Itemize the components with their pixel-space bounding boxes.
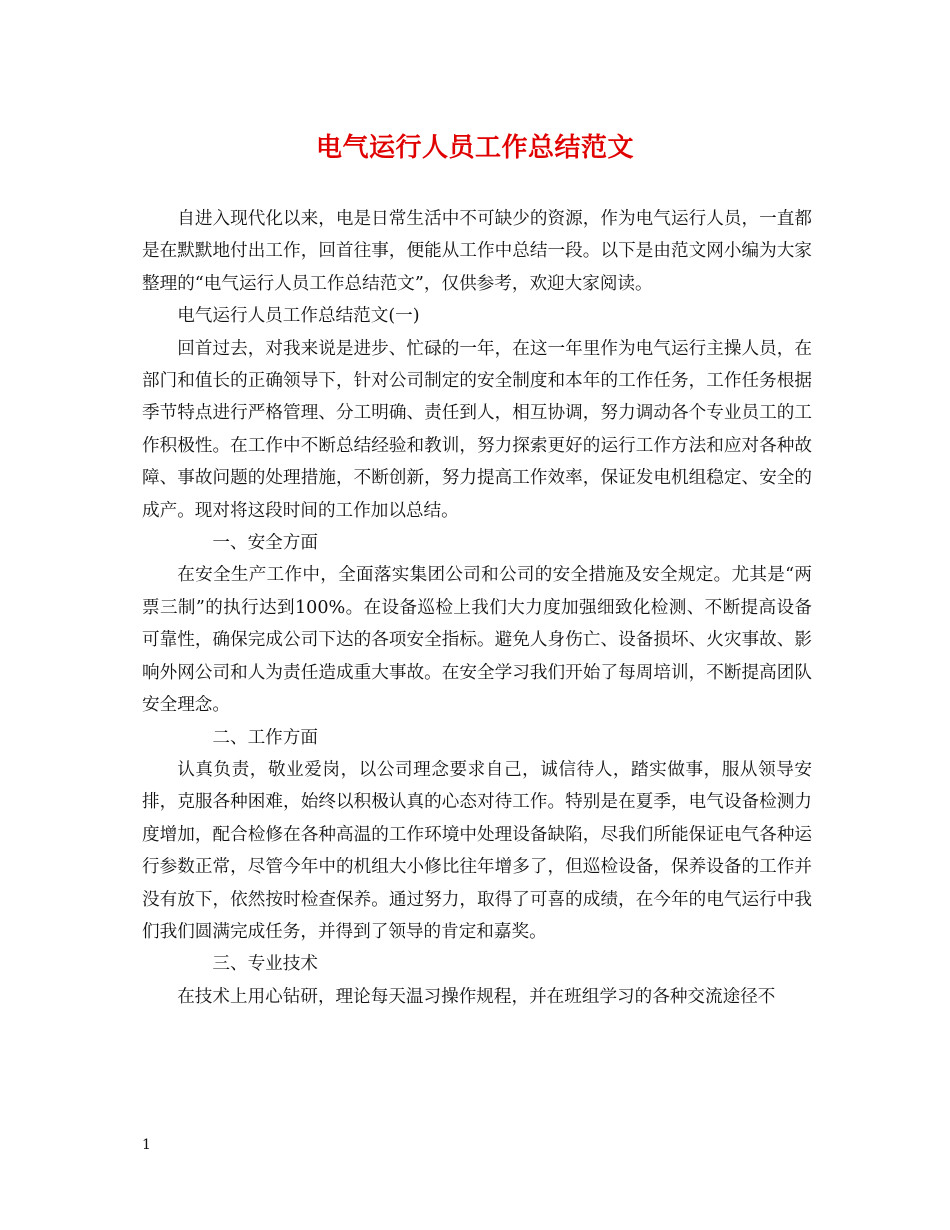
intro-paragraph: 自进入现代化以来，电是日常生活中不可缺少的资源，作为电气运行人员，一直都是在默默地付出工作，回首往事，便能从工作中总结一段。以下是由范文网小编为大家整理的“电气运行人员工作总结范文”，仅供参考，欢迎大家阅读。 bbox=[142, 209, 812, 294]
section-paragraph-safety: 在安全生产工作中，全面落实集团公司和公司的安全措施及安全规定。尤其是“两票三制”的执行达到100%。在设备巡检上我们大力度加强细致化检测、不断提高设备可靠性，确保完成公司下达的各项安全指标。避免人身伤亡、设备损坏、火灾事故、影响外网公司和人为责任造成重大事故。在安全学习我们开始了每周培训，不断提高团队安全理念。 bbox=[142, 565, 812, 716]
document-title: 电气运行人员工作总结范文 bbox=[315, 133, 634, 163]
section-paragraph-work: 认真负责，敬业爱岗，以公司理念要求自己，诚信待人，踏实做事，服从领导安排，克服各种困难，始终以积极认真的心态对待工作。特别是在夏季，电气设备检测力度增加，配合检修在各种高温的工作环境中处理设备缺陷，尽我们所能保证电气各种运行参数正常，尽管今年中的机组大小修比往年增多了，但巡检设备，保养设备的工作并没有放下，依然按时检查保养。通过努力，取得了可喜的成绩，在今年的电气运行中我们我们圆满完成任务，并得到了领导的肯定和嘉奖。 bbox=[142, 759, 812, 942]
section-heading-work bbox=[142, 722, 812, 754]
document-body bbox=[142, 203, 812, 1013]
section-heading-text: 工作方面 bbox=[247, 727, 318, 748]
section-heading-safety bbox=[142, 527, 812, 559]
page-number: 1 bbox=[142, 1137, 151, 1153]
section-number: 二、 bbox=[212, 727, 248, 748]
section-heading-text: 安全方面 bbox=[247, 533, 318, 554]
opening-paragraph: 回首过去，对我来说是进步、忙碌的一年，在这一年里作为电气运行主操人员，在部门和值长的正确领导下，针对公司制定的安全制度和本年的工作任务，工作任务根据季节特点进行严格管理、分工明确、责任到人，相互协调，努力调动各个专业员工的工作积极性。在工作中不断总结经验和教训，努力探索更好的运行工作方法和应对各种故障、事故问题的处理措施，不断创新，努力提高工作效率，保证发电机组稳定、安全的成产。现对将这段时间的工作加以总结。 bbox=[142, 338, 812, 521]
section-number: 一、 bbox=[212, 533, 248, 554]
section-heading-text: 专业技术 bbox=[247, 954, 318, 975]
section-paragraph-technical: 在技术上用心钻研，理论每天温习操作规程，并在班组学习的各种交流途径不 bbox=[177, 986, 776, 1007]
section-number: 三、 bbox=[212, 954, 248, 975]
section-heading-technical bbox=[142, 948, 812, 980]
subtitle: 电气运行人员工作总结范文(一) bbox=[177, 306, 420, 327]
